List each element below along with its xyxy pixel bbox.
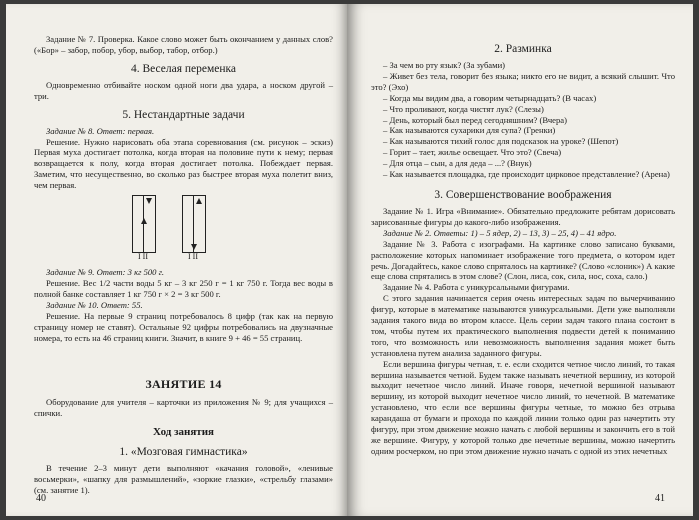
fun-break-paragraph: Одновременно отбивайте носком одной ноги два удара, а носком другой – три. — [34, 79, 333, 101]
left-page — [6, 4, 347, 516]
task8-answer: Задание № 8. Ответ: первая. — [46, 125, 155, 136]
left-column — [34, 34, 333, 496]
unicursal-paragraph-2: Если вершина фигуры четная, т. е. если сходится четное число линий, то такая вершина называется четной. Будем также называть нечетной вершину, из которой выходит нечетное число линий. Иначе говоря, нечетной вершиной называют вершину, из которой выходит нечетное число линий, то нечетной. В математике установлено, что если все вершины фигуры четные, то можно без отрыва карандаша от бумаги и прохода по каждой линии только один раз начертить эту фигуру, при этом движение можно начать с любой вершины и закончить его в той же вершине. Фигуру, у которой только две нечетные вершины, можно начертить одним росчерком, но при этом движение нужно начать с одной из этих нечетных — [371, 358, 675, 456]
brain-gym-paragraph: В течение 2–3 минут дети выполняют «качания головой», «ленивые восьмерки», «шапку для размышлений», «зоркие глазки», «стрельбу глазами» (см. занятие 1). — [34, 463, 333, 496]
arrow-up-icon — [141, 218, 147, 224]
riddle-line: – Горит – тает, жилье освещает. Что это? (Свеча) — [383, 147, 562, 158]
task4-paragraph: Задание № 4. Работа с уникурсальными фигурами. — [383, 282, 570, 293]
sketch-shaft-1 — [132, 195, 156, 253]
heading-nonstandard-tasks: 5. Нестандартные задачи — [122, 108, 245, 121]
sketch-label-1: I II — [138, 252, 148, 262]
arrow-down-icon — [146, 198, 152, 204]
page-number-right: 41 — [655, 493, 665, 504]
riddle-line: – За чем во рту язык? (За зубами) — [383, 60, 506, 70]
flies-sketch-figure — [124, 195, 244, 265]
task2-answer: Задание № 2. Ответы: 1) – 5 ядер, 2) – 13, 3) – 25, 4) – 41 ядро. — [383, 227, 617, 238]
riddle-list — [371, 60, 675, 180]
riddle-line: – Живет без тела, говорит без языка; никто его не видит, а всякий слышит. Что это? (Эхо) — [371, 70, 675, 92]
sketch-label-2: I II — [188, 252, 198, 262]
riddle-line: – День, который был перед сегодняшним? (Вчера) — [383, 114, 567, 125]
page-number-left: 40 — [36, 493, 46, 504]
heading-brain-gym: 1. «Мозговая гимнастика» — [119, 446, 248, 459]
lesson-title: ЗАНЯТИЕ 14 — [145, 377, 222, 392]
task8-solution: Решение. Нужно нарисовать оба этапа соревнования (см. рисунок – эскиз) Первая муха достигает потолка, когда вторая на половине пути к нему; первая возвращается к полу, когда вторая достигает потолка. Побеждает первая. Заметим, что несущественно, во сколько раз быстрее вторая муха полетит вниз, чем первая. — [34, 136, 333, 191]
riddle-line: – Как называются тихий голос для подсказок на уроке? (Шепот) — [383, 136, 619, 147]
task10-answer: Задание № 10. Ответ: 55. — [46, 299, 143, 310]
riddle-line: – Когда мы видим два, а говорим четырнадцать? (В часах) — [383, 92, 597, 103]
riddle-line: – Что проливают, когда чистят лук? (Слезы) — [383, 103, 544, 114]
task1-paragraph: Задание № 1. Игра «Внимание». Обязательно предложите ребятам дорисовать зарисованные фигуры до какого-либо изображения. — [371, 205, 675, 227]
heading-warmup: 2. Разминка — [494, 43, 552, 55]
heading-imagination: 3. Совершенствование воображения — [434, 188, 612, 201]
lesson-course-heading: Ход занятия — [152, 426, 214, 439]
unicursal-paragraph-1: С этого задания начинается серия очень интересных задач по вычерчиванию фигур, которые в математике называются уникурсальными. Дети уже выполняли задания такого вида во втором классе. Цель серии задач такого плана состоит в том, чтобы путем их практического выполнения подвести детей к пониманию того, что возможность или невозможность выполнения задания может быть установлена путем анализа заданного фигуры. — [371, 293, 675, 358]
task10-solution: Решение. На первые 9 страниц потребовалось 8 цифр (так как на первую страницу номер не ставят). Остальные 92 цифры потребовались на двузначные номера, то есть на 46 страниц книги. Значит, в книге 9 + 46 = 55 страниц. — [34, 310, 333, 343]
heading-fun-break: 4. Веселая переменка — [130, 62, 237, 75]
right-page — [347, 4, 693, 516]
arrow-up-icon — [196, 198, 202, 204]
task9-answer: Задание № 9. Ответ: 3 кг 500 г. — [46, 267, 165, 278]
equipment-paragraph: Оборудование для учителя – карточки из приложения № 9; для учащихся – спички. — [34, 397, 333, 419]
sketch-shaft-2 — [182, 195, 206, 253]
task9-solution: Решение. Вес 1/2 части воды 5 кг – 3 кг 250 г = 1 кг 750 г. Тогда вес воды в полной банке составляет 1 кг 750 г × 2 = 3 кг 500 г. — [34, 277, 333, 299]
riddle-line: – Для отца – сын, а для деда – ...? (Внук) — [383, 158, 532, 169]
task3-paragraph: Задание № 3. Работа с изографами. На картинке слово записано буквами, расположение которых напоминает изображение того предмета, о котором идет речь. Догадайтесь, какое слово спряталось на картинке? (Слово «слоник») А какие еще слова спрятались в этом слове? (Слон, лиса, сок, сила, нос, соха, сало.) — [371, 238, 675, 282]
right-column — [371, 42, 675, 457]
riddle-line: – Как называются сухарики для супа? (Гренки) — [383, 125, 556, 136]
arrow-down-icon — [191, 244, 197, 250]
riddle-line: – Как называется площадка, где происходит цирковое представление? (Арена) — [383, 169, 670, 180]
task7-paragraph: Задание № 7. Проверка. Какое слово может быть окончанием у данных слов? («Бор» – забор, побор, убор, выбор, табор, отбор.) — [34, 34, 333, 55]
